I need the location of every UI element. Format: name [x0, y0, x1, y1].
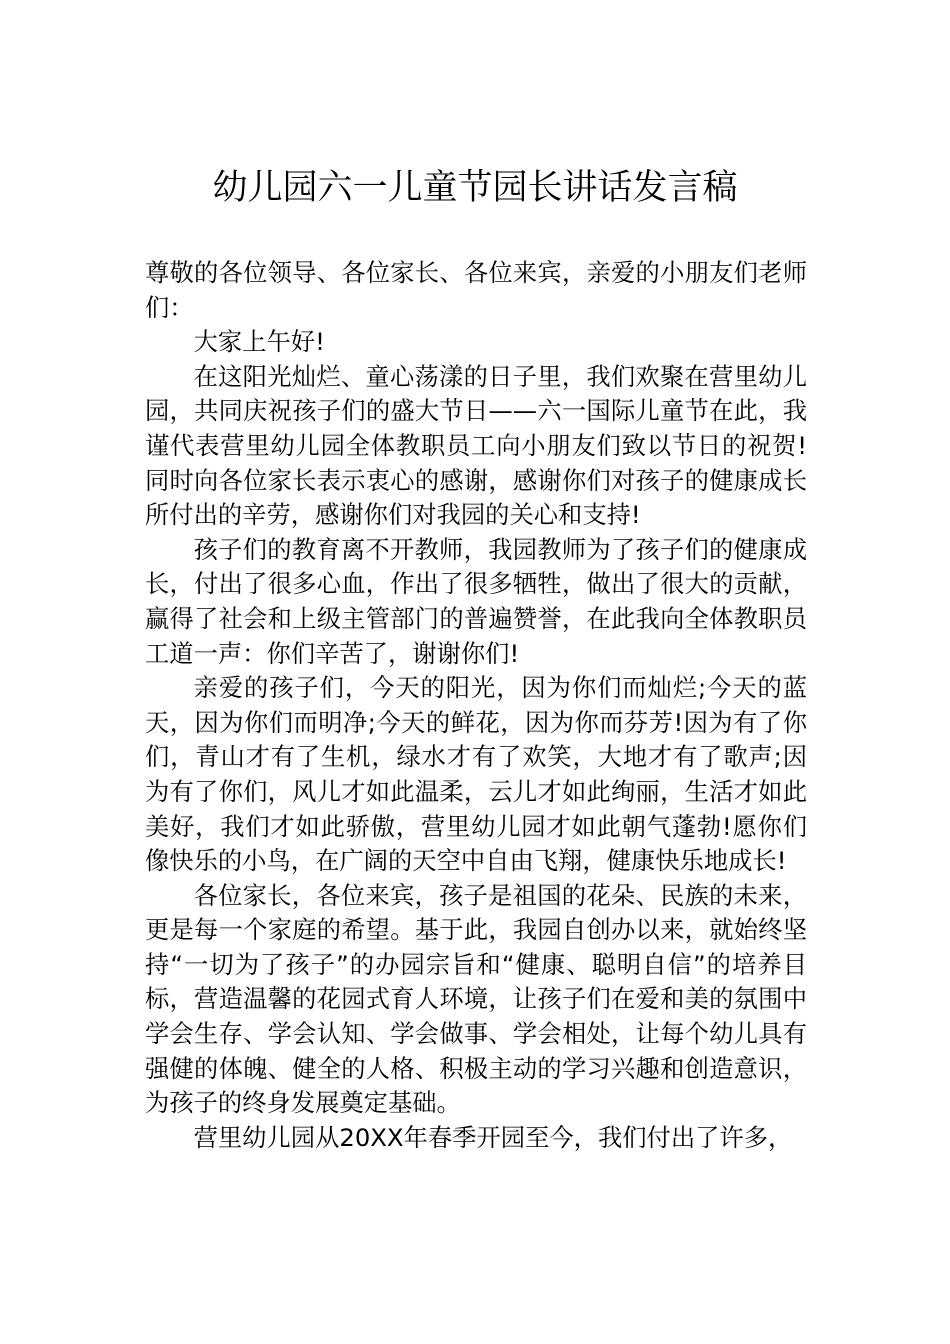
document-title: 幼儿园六一儿童节园长讲话发言稿 — [212, 168, 738, 208]
document-body — [145, 256, 807, 1155]
paragraph-children: 亲爱的孩子们，今天的阳光，因为你们而灿烂;今天的蓝天，因为你们而明净;今天的鲜花，因为你而芬芳!因为有了你们，青山才有了生机，绿水才有了欢笑，大地才有了歌声;因为有了你们，风儿才如此温柔，云儿才如此绚丽，生活才如此美好，我们才如此骄傲，营里幼儿园才如此朝气蓬勃!愿你们像快乐的小鸟，在广阔的天空中自由飞翔，健康快乐地成长! — [145, 673, 807, 876]
salutation: 尊敬的各位领导、各位家长、各位来宾，亲爱的小朋友们老师们： — [145, 258, 807, 322]
paragraph-parents: 各位家长，各位来宾，孩子是祖国的花朵、民族的未来，更是每一个家庭的希望。基于此，我园自创办以来，就始终坚持“一切为了孩子”的办园宗旨和“健康、聪明自信”的培养目标，营造温馨的花园式育人环境，让孩子们在爱和美的氛围中学会生存、学会认知、学会做事、学会相处，让每个幼儿具有强健的体魄、健全的人格、积极主动的学习兴趣和创造意识，为孩子的终身发展奠定基础。 — [145, 880, 807, 1118]
paragraph-history: 营里幼儿园从20XX年春季开园至今，我们付出了许多， — [193, 1122, 793, 1152]
paragraph-teachers: 孩子们的教育离不开教师，我园教师为了孩子们的健康成长，付出了很多心血，作出了很多牺牲，做出了很大的贡献，赢得了社会和上级主管部门的普遍赞誉，在此我向全体教职员工道一声：你们辛苦了，谢谢你们! — [145, 534, 807, 668]
paragraph-celebration: 在这阳光灿烂、童心荡漾的日子里，我们欢聚在营里幼儿园，共同庆祝孩子们的盛大节日——六一国际儿童节在此，我谨代表营里幼儿园全体教职员工向小朋友们致以节日的祝贺!同时向各位家长表示衷心的感谢，感谢你们对孩子的健康成长所付出的辛劳，感谢你们对我园的关心和支持! — [145, 361, 807, 530]
paragraph-greeting: 大家上午好! — [193, 327, 325, 357]
